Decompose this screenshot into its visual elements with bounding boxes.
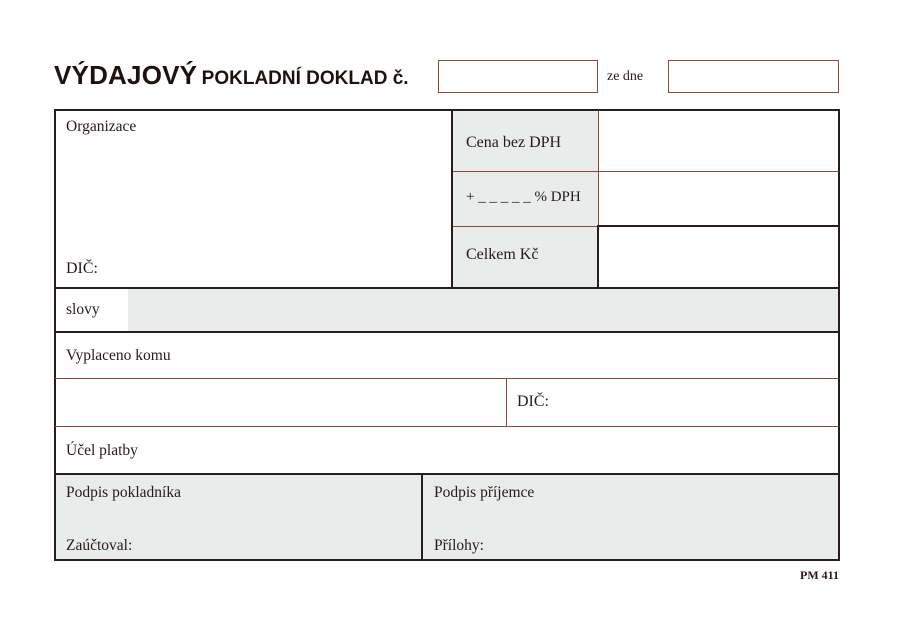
date-label: ze dne	[607, 69, 644, 84]
form-code: PM 411	[800, 568, 839, 582]
payee-label: Vyplaceno komu	[66, 347, 171, 364]
words-label: slovy	[66, 301, 100, 318]
divider-vat-row	[452, 226, 598, 227]
attachments-label: Přílohy:	[434, 537, 484, 554]
price-without-vat-label: Cena bez DPH	[466, 134, 562, 151]
divider-payee-row	[55, 378, 839, 379]
vat-label: + _ _ _ _ _ % DPH	[466, 189, 581, 205]
payee-dic-label: DIČ:	[517, 393, 549, 410]
document-number-field[interactable]	[438, 60, 598, 93]
organization-dic-label: DIČ:	[66, 260, 98, 277]
title-main: VÝDAJOVÝ	[54, 60, 198, 90]
divider-purpose-row	[55, 426, 839, 427]
title-sub: POKLADNÍ DOKLAD č.	[201, 68, 409, 89]
price-without-vat-field[interactable]	[599, 111, 838, 171]
vat-value-field[interactable]	[599, 172, 838, 225]
organization-label: Organizace	[66, 118, 137, 135]
cashier-signature-label: Podpis pokladníka	[66, 484, 181, 501]
payee-name-field[interactable]	[56, 380, 505, 425]
divider-words-bottom	[55, 331, 839, 333]
document-title	[54, 60, 409, 91]
total-label: Celkem Kč	[466, 246, 539, 263]
words-value-field[interactable]	[130, 290, 838, 330]
divider-signatures	[421, 475, 423, 560]
recipient-signature-label: Podpis příjemce	[434, 484, 535, 501]
posted-label: Zaúčtoval:	[66, 537, 133, 554]
divider-org-amounts	[451, 110, 453, 288]
total-value-field[interactable]	[597, 225, 840, 289]
divider-signatures-top	[55, 473, 839, 475]
divider-payee-dic	[506, 379, 507, 426]
date-field[interactable]	[668, 60, 839, 93]
purpose-label: Účel platby	[66, 442, 138, 459]
